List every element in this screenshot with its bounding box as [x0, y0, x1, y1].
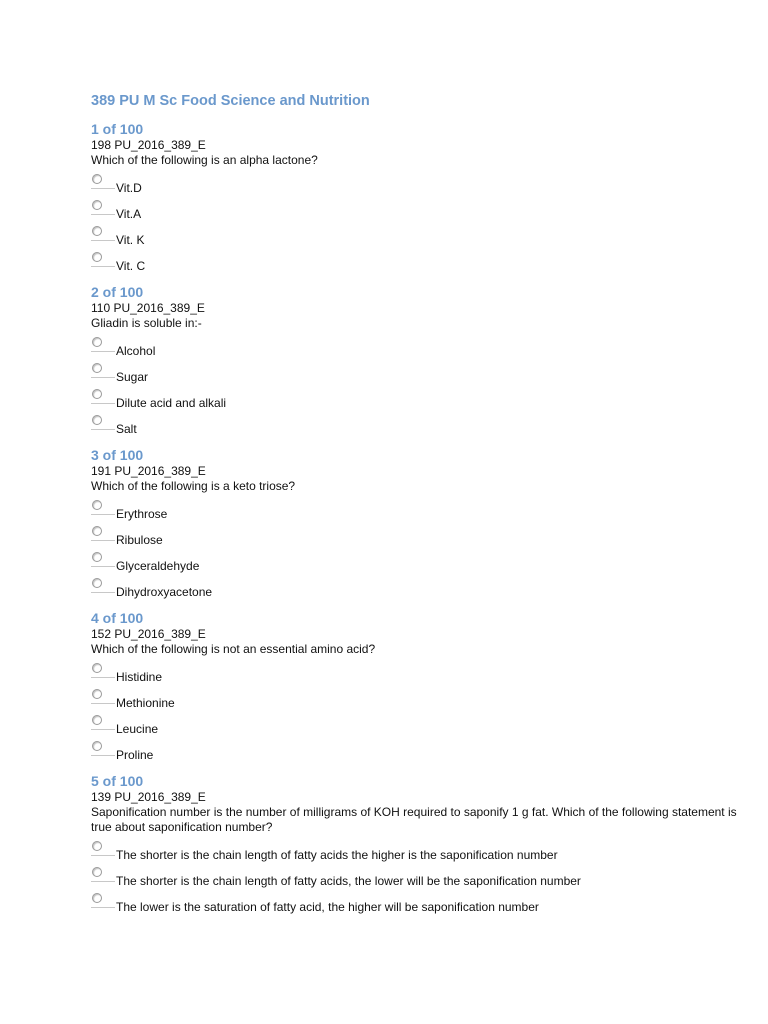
option-label: Dihydroxyacetone: [116, 585, 213, 599]
radio-button[interactable]: [92, 663, 102, 673]
radio-button[interactable]: [92, 252, 102, 262]
option-label: Vit.A: [116, 207, 142, 221]
option-label: Alcohol: [116, 344, 156, 358]
radio-button[interactable]: [92, 741, 102, 751]
answer-underline: [91, 188, 115, 189]
radio-button[interactable]: [92, 389, 102, 399]
answer-option[interactable]: [91, 548, 751, 574]
answer-option[interactable]: [91, 522, 751, 548]
question-5: [91, 773, 751, 915]
question-text: Which of the following is not an essential amino acid?: [91, 642, 376, 656]
answer-underline: [91, 429, 115, 430]
question-code: 198 PU_2016_389_E: [91, 138, 206, 152]
answer-option[interactable]: [91, 333, 751, 359]
question-code: 139 PU_2016_389_E: [91, 790, 206, 804]
radio-button[interactable]: [92, 200, 102, 210]
answer-underline: [91, 755, 115, 756]
answer-underline: [91, 677, 115, 678]
answer-option[interactable]: [91, 659, 751, 685]
answer-underline: [91, 540, 115, 541]
answer-underline: [91, 703, 115, 704]
answer-underline: [91, 729, 115, 730]
answer-underline: [91, 566, 115, 567]
answer-options: [91, 170, 751, 274]
answer-option[interactable]: [91, 837, 751, 863]
question-text: Gliadin is soluble in:-: [91, 316, 202, 330]
answer-option[interactable]: [91, 737, 751, 763]
radio-button[interactable]: [92, 552, 102, 562]
question-4: [91, 610, 751, 763]
question-text: Saponification number is the number of milligrams of KOH required to saponify 1 g fat. Which of the following statement is true about saponification number?: [91, 805, 737, 834]
question-text: Which of the following is an alpha lactone?: [91, 153, 318, 167]
radio-button[interactable]: [92, 174, 102, 184]
answer-option[interactable]: [91, 685, 751, 711]
answer-option[interactable]: [91, 711, 751, 737]
question-number: 1 of 100: [91, 121, 144, 137]
option-label: Vit.D: [116, 181, 142, 195]
answer-option[interactable]: [91, 196, 751, 222]
answer-option[interactable]: [91, 170, 751, 196]
answer-options: [91, 659, 751, 763]
question-code: 152 PU_2016_389_E: [91, 627, 206, 641]
radio-button[interactable]: [92, 578, 102, 588]
option-label: Vit. C: [116, 259, 146, 273]
radio-button[interactable]: [92, 415, 102, 425]
answer-underline: [91, 592, 115, 593]
answer-underline: [91, 907, 115, 908]
answer-underline: [91, 351, 115, 352]
option-label: Leucine: [116, 722, 159, 736]
radio-button[interactable]: [92, 337, 102, 347]
answer-option[interactable]: [91, 574, 751, 600]
option-label: Salt: [116, 422, 137, 436]
question-number: 2 of 100: [91, 284, 144, 300]
question-number: 3 of 100: [91, 447, 144, 463]
answer-option[interactable]: [91, 889, 751, 915]
question-text: Which of the following is a keto triose?: [91, 479, 296, 493]
answer-options: [91, 837, 751, 915]
answer-underline: [91, 214, 115, 215]
option-label: The shorter is the chain length of fatty acids the higher is the saponification number: [116, 848, 558, 862]
answer-underline: [91, 514, 115, 515]
answer-option[interactable]: [91, 385, 751, 411]
radio-button[interactable]: [92, 226, 102, 236]
answer-underline: [91, 855, 115, 856]
document-page: [91, 91, 751, 925]
radio-button[interactable]: [92, 689, 102, 699]
answer-option[interactable]: [91, 863, 751, 889]
answer-options: [91, 496, 751, 600]
option-label: Ribulose: [116, 533, 163, 547]
answer-option[interactable]: [91, 411, 751, 437]
question-number: 5 of 100: [91, 773, 144, 789]
answer-underline: [91, 266, 115, 267]
option-label: Sugar: [116, 370, 149, 384]
option-label: Erythrose: [116, 507, 168, 521]
radio-button[interactable]: [92, 715, 102, 725]
option-label: The shorter is the chain length of fatty acids, the lower will be the saponification number: [116, 874, 581, 888]
question-code: 110 PU_2016_389_E: [91, 301, 205, 315]
option-label: Dilute acid and alkali: [116, 396, 227, 410]
question-3: [91, 447, 751, 600]
radio-button[interactable]: [92, 867, 102, 877]
answer-underline: [91, 403, 115, 404]
option-label: Vit. K: [116, 233, 145, 247]
option-label: Histidine: [116, 670, 163, 684]
radio-button[interactable]: [92, 841, 102, 851]
option-label: The lower is the saturation of fatty acid, the higher will be saponification number: [116, 900, 539, 914]
question-1: [91, 121, 751, 274]
answer-options: [91, 333, 751, 437]
answer-underline: [91, 377, 115, 378]
answer-option[interactable]: [91, 359, 751, 385]
option-label: Proline: [116, 748, 154, 762]
radio-button[interactable]: [92, 526, 102, 536]
radio-button[interactable]: [92, 893, 102, 903]
answer-option[interactable]: [91, 248, 751, 274]
radio-button[interactable]: [92, 500, 102, 510]
answer-underline: [91, 240, 115, 241]
answer-option[interactable]: [91, 496, 751, 522]
option-label: Methionine: [116, 696, 175, 710]
question-2: [91, 284, 751, 437]
question-code: 191 PU_2016_389_E: [91, 464, 206, 478]
answer-underline: [91, 881, 115, 882]
answer-option[interactable]: [91, 222, 751, 248]
radio-button[interactable]: [92, 363, 102, 373]
option-label: Glyceraldehyde: [116, 559, 200, 573]
question-number: 4 of 100: [91, 610, 144, 626]
document-title: 389 PU M Sc Food Science and Nutrition: [91, 93, 370, 109]
